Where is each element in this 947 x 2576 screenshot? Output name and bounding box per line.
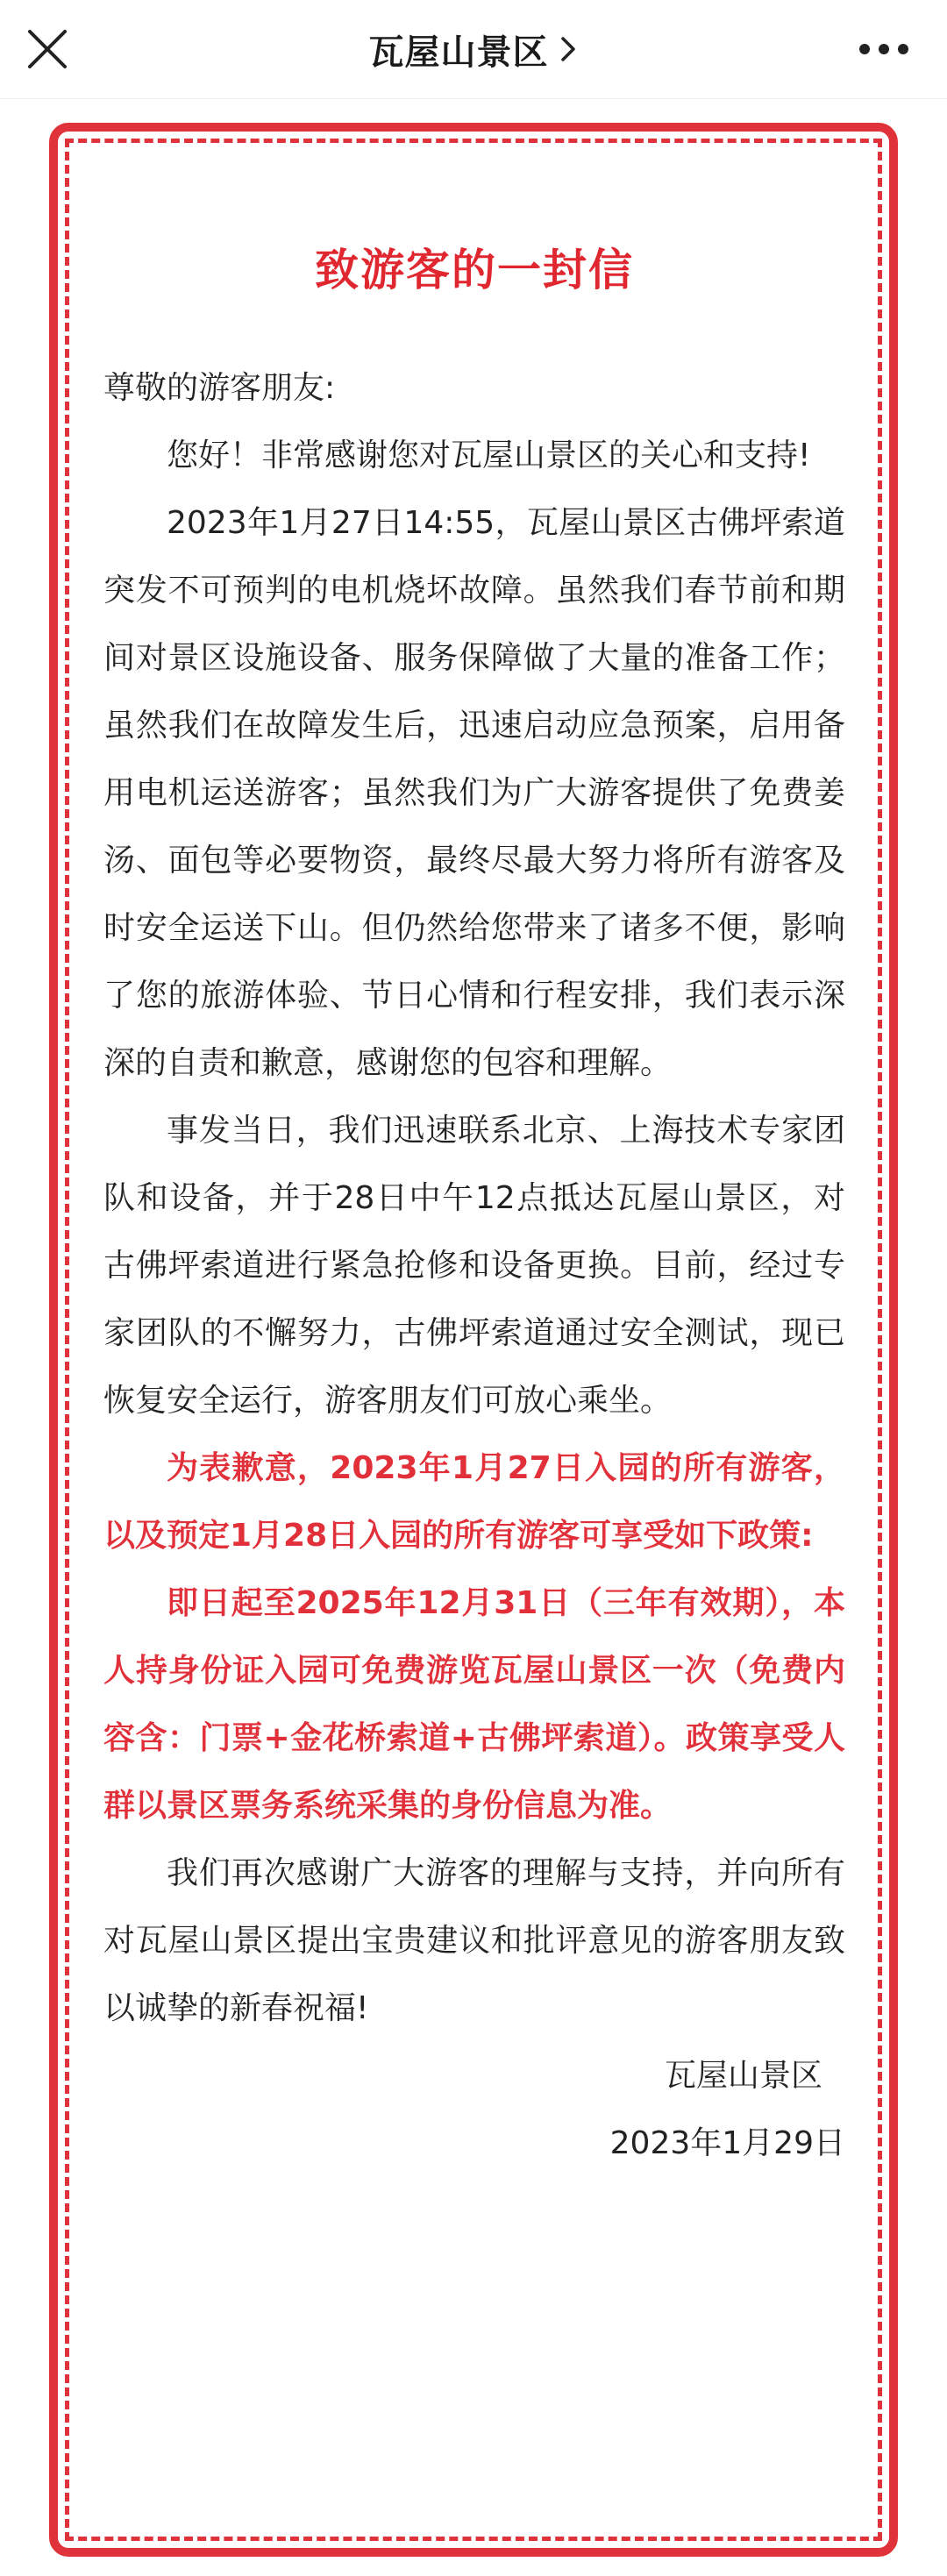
top-navigation-bar [0, 0, 947, 99]
letter-salutation: 尊敬的游客朋友: [103, 370, 336, 406]
account-title-link[interactable] [210, 19, 737, 79]
letter-highlight-paragraph: 即日起至2025年12月31日（三年有效期），本人持身份证入园可免费游览瓦屋山景区一次（免费内容含：门票+金花桥索道+古佛坪索道）。政策享受人群以景区票务系统采集的身份信息为准。 [103, 1585, 845, 1824]
letter-heading: 致游客的一封信 [315, 245, 634, 295]
more-dots-icon [852, 26, 915, 72]
letter-date: 2023年1月29日 [609, 2125, 845, 2161]
more-options-button[interactable] [852, 26, 915, 72]
letter-paragraph: 您好！非常感谢您对瓦屋山景区的关心和支持! [167, 438, 811, 473]
letter-body [103, 244, 845, 2177]
close-icon [23, 25, 72, 74]
letter-paragraph: 事发当日，我们迅速联系北京、上海技术专家团队和设备，并于28日中午12点抵达瓦屋山景区，对古佛坪索道进行紧急抢修和设备更换。目前，经过专家团队的不懈努力，古佛坪索道通过安全测试，现已恢复安全运行，游客朋友们可放心乘坐。 [103, 1113, 845, 1419]
letter-highlight-paragraph: 为表歉意，2023年1月27日入园的所有游客，以及预定1月28日入园的所有游客可享受如下政策: [103, 1450, 845, 1554]
letter-paragraph: 2023年1月27日14:55，瓦屋山景区古佛坪索道突发不可预判的电机烧坏故障。虽然我们春节前和期间对景区设施设备、服务保障做了大量的准备工作；虽然我们在故障发生后，迅速启动应急预案，启用备用电机运送游客；虽然我们为广大游客提供了免费姜汤、面包等必要物资，最终尽最大努力将所有游客及时安全运送下山。但仍然给您带来了诸多不便，影响了您的旅游体验、节日心情和行程安排，我们表示深深的自责和歉意，感谢您的包容和理解。 [103, 505, 845, 1081]
letter-signature: 瓦屋山景区 [664, 2058, 822, 2094]
letter-closing: 我们再次感谢广大游客的理解与支持，并向所有对瓦屋山景区提出宝贵建议和批评意见的游客朋友致以诚挚的新春祝福! [103, 1855, 845, 2026]
page-title: 瓦屋山景区 [368, 32, 549, 73]
chevron-right-icon [558, 32, 579, 67]
close-button[interactable] [23, 25, 72, 74]
